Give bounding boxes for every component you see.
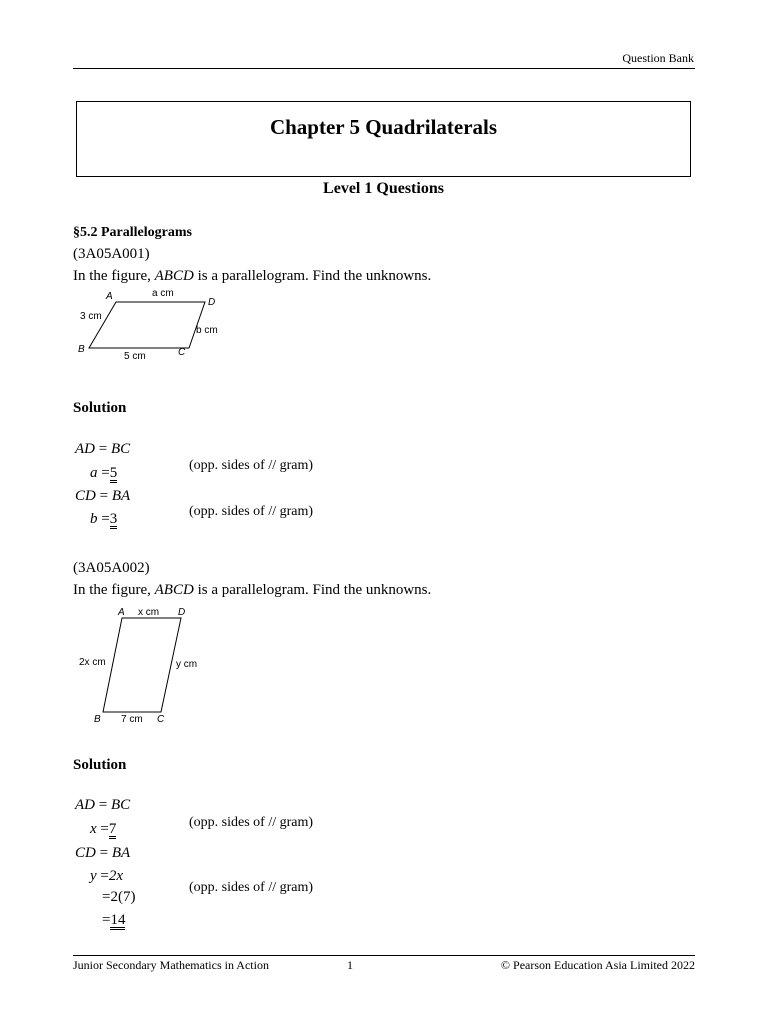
q1-l1-eq: =	[98, 441, 108, 457]
q2-parallelogram	[103, 618, 181, 712]
q1-l2-eq: =	[101, 465, 110, 481]
header-rule	[73, 68, 695, 69]
q1-l2-lhs: a	[90, 465, 98, 481]
q2-line2	[90, 821, 116, 839]
q1-prompt-post: is a parallelogram. Find the unknowns.	[193, 268, 432, 284]
q2-l1-rhs: BC	[110, 797, 131, 813]
q2-label-top: x cm	[138, 607, 160, 618]
q1-prompt-pre: In the figure,	[73, 268, 155, 284]
q1-prompt-var: ABCD	[154, 268, 194, 284]
q1-label-bottom: 5 cm	[124, 351, 146, 362]
q2-prompt-var: ABCD	[154, 582, 194, 598]
q2-l1-lhs: AD	[75, 797, 95, 813]
footer-page-number: 1	[347, 958, 353, 972]
q1-l3-eq: =	[99, 488, 109, 504]
level-heading: Level 1 Questions	[323, 180, 444, 197]
q1-label-top: a cm	[152, 288, 174, 299]
q2-l4-rhs: 2x	[108, 868, 124, 884]
q2-prompt-pre: In the figure,	[73, 582, 155, 598]
q2-reason1: (opp. sides of // gram)	[189, 815, 314, 830]
q2-l3-eq: =	[99, 845, 109, 861]
q1-label-b-vertex: B	[78, 344, 85, 355]
q2-l3-lhs: CD	[75, 845, 96, 861]
q2-label-a-vertex: A	[118, 607, 125, 618]
q1-parallelogram-figure	[72, 286, 232, 366]
q2-l6-answer: 14	[110, 912, 126, 928]
q2-label-c-vertex: C	[157, 714, 165, 725]
q1-label-left: 3 cm	[80, 311, 102, 322]
q1-reason2: (opp. sides of // gram)	[189, 504, 314, 519]
q2-solution-label: Solution	[73, 757, 127, 773]
q2-l1-eq: =	[98, 797, 108, 813]
q2-label-left: 2x cm	[79, 657, 106, 668]
q2-label-b-vertex: B	[94, 714, 101, 725]
q2-l2-lhs: x	[90, 821, 97, 837]
q1-label-d-vertex: D	[208, 297, 216, 308]
q1-code: (3A05A001)	[73, 246, 150, 262]
q2-label-right: y cm	[176, 659, 198, 670]
q1-l2-answer: 5	[109, 465, 118, 481]
footer-rule	[73, 955, 695, 956]
q1-l4-lhs: b	[90, 511, 98, 527]
q2-prompt-post: is a parallelogram. Find the unknowns.	[193, 582, 432, 598]
footer-right: © Pearson Education Asia Limited 2022	[500, 958, 695, 972]
q1-prompt	[73, 268, 431, 285]
q1-l4-answer: 3	[109, 511, 118, 527]
q2-label-d-vertex: D	[178, 607, 186, 618]
q2-line3	[75, 845, 130, 862]
q2-l2-answer: 7	[108, 821, 117, 837]
q2-label-bottom: 7 cm	[121, 714, 143, 725]
q2-parallelogram-figure	[72, 602, 212, 728]
chapter-title: Chapter 5 Quadrilaterals	[269, 115, 498, 139]
q2-l5-eq: =	[102, 889, 111, 905]
q2-reason2: (opp. sides of // gram)	[189, 880, 314, 895]
q2-code: (3A05A002)	[73, 560, 150, 576]
q2-prompt	[73, 582, 431, 599]
q1-label-c-vertex: C	[178, 347, 186, 358]
section-heading: §5.2 Parallelograms	[73, 225, 192, 240]
q1-l3-lhs: CD	[75, 488, 96, 504]
q2-line6	[102, 912, 125, 930]
q1-label-right: b cm	[196, 325, 218, 336]
q1-line3	[75, 488, 130, 505]
q2-l5-rhs: 2(7)	[110, 889, 136, 905]
q2-l4-eq: =	[100, 868, 109, 884]
q1-line2	[90, 465, 117, 483]
footer-left: Junior Secondary Mathematics in Action	[73, 958, 269, 972]
q2-l6-eq: =	[102, 912, 111, 928]
q1-solution-label: Solution	[73, 400, 127, 416]
q2-l4-lhs: y	[90, 868, 97, 884]
q2-line4	[90, 868, 123, 885]
q1-l3-rhs: BA	[111, 488, 131, 504]
q1-l4-eq: =	[101, 511, 110, 527]
q2-line5	[102, 889, 135, 906]
header-label: Question Bank	[622, 51, 694, 65]
q1-line1	[75, 441, 130, 458]
q1-l1-rhs: BC	[110, 441, 131, 457]
q1-label-a-vertex: A	[106, 291, 113, 302]
q1-parallelogram	[89, 302, 205, 348]
q1-line4	[90, 511, 117, 529]
q1-reason1: (opp. sides of // gram)	[189, 458, 314, 473]
q2-l2-eq: =	[100, 821, 109, 837]
q1-l1-lhs: AD	[75, 441, 95, 457]
q2-l3-rhs: BA	[111, 845, 131, 861]
q2-line1	[75, 797, 130, 814]
